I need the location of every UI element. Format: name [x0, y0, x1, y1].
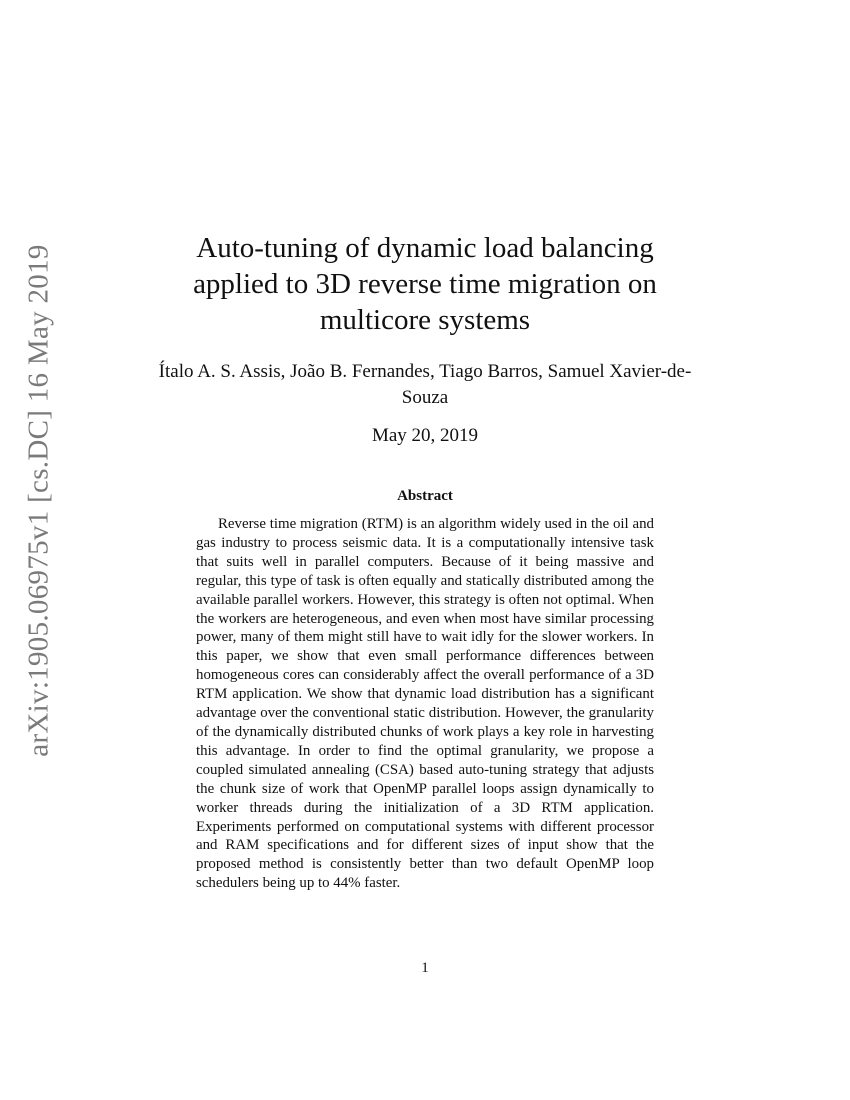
page-number: 1: [421, 960, 429, 976]
arxiv-identifier-text: arXiv:1905.06975v1 [cs.DC] 16 May 2019: [22, 243, 55, 757]
abstract-body: Reverse time migration (RTM) is an algorithm widely used in the oil and gas industry to process seismic data. It is a computationally intensive task that suits well in parallel computers. Because of it being massive and regular, this type of task is often equally and statically distributed among the available parallel workers. However, this strategy is often not optimal. When the workers are heterogeneous, and even when most have similar processing power, many of them might still have to wait idly for the slower workers. In this paper, we show that even small performance differences between homogeneous cores can considerably affect the overall performance of a 3D RTM application. We show that dynamic load distribution has a significant advantage over the conventional static distribution. However, the granularity of the dynamically distributed chunks of work plays a key role in harvesting this advantage. In order to find the optimal granularity, we propose a coupled simulated annealing (CSA) based auto-tuning strategy that adjusts the chunk size of work that OpenMP parallel loops assign dynamically to worker threads during the initialization of a 3D RTM application. Experiments performed on computational systems with different processor and RAM specifications and for different sizes of input show that the proposed method is consistently better than two default OpenMP loop schedulers being up to 44% faster.: [196, 516, 654, 892]
paper-title: Auto-tuning of dynamic load balancing applied to 3D reverse time migration on multicore systems: [193, 232, 657, 336]
paper-date: May 20, 2019: [371, 425, 479, 446]
arxiv-identifier-stamp: [4, 240, 74, 760]
abstract-heading: Abstract: [397, 488, 453, 504]
paper-authors: Ítalo A. S. Assis, João B. Fernandes, Tiago Barros, Samuel Xavier-de-Souza: [158, 361, 692, 408]
